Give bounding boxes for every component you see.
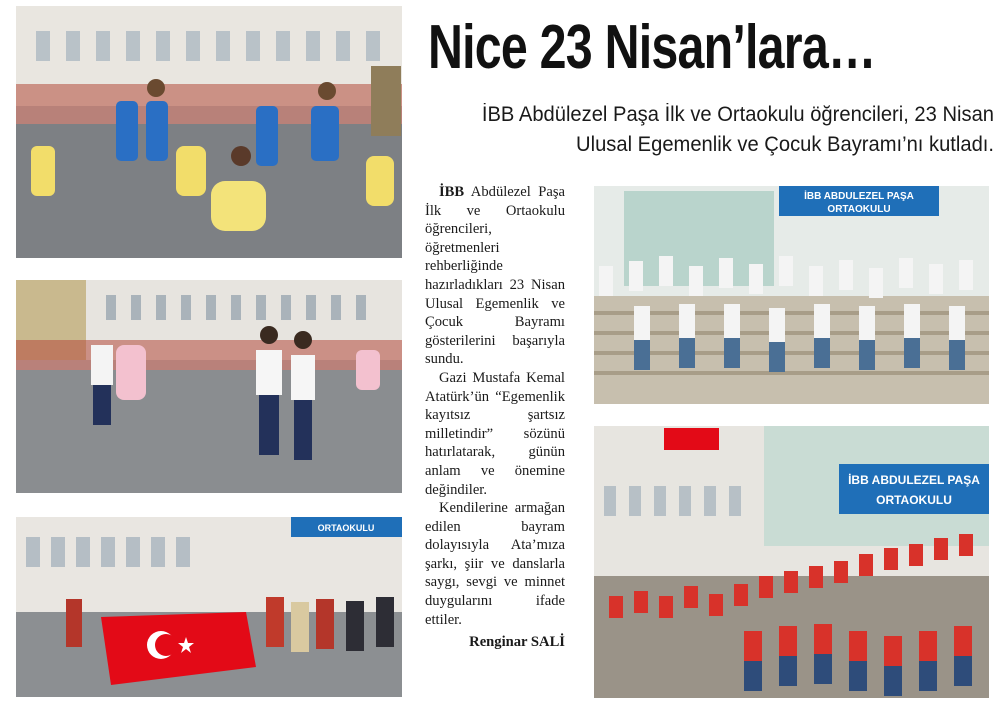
- article-body: [425, 183, 565, 652]
- article-paragraph-2: Gazi Mustafa Kemal Atatürk’ün “Egemenlik kayıtsız şartsız milletindir” sözünü hatırlatarak, günün anlam ve önemine değindiler.: [425, 369, 565, 498]
- photo-students-on-steps: [594, 186, 989, 404]
- photo-students-red-shirts: [594, 426, 989, 698]
- school-sign-line1: İBB ABDULEZEL PAŞA: [804, 191, 914, 202]
- headline: Nice 23 Nisan’lara…: [428, 13, 876, 82]
- school-sign-red-line2: ORTAOKULU: [876, 493, 952, 507]
- school-sign-red-line1: İBB ABDULEZEL PAŞA: [848, 473, 980, 487]
- school-sign-line2: ORTAOKULU: [827, 204, 891, 215]
- article-paragraph-3: Kendilerine armağan edilen bayram dolayısıyla Ata’mıza şarkı, şiir ve danslarla saygı, sevgi ve minnet duygularını ifade ettiler.: [425, 500, 565, 628]
- subheadline: İBB Abdülezel Paşa İlk ve Ortaokulu öğrencileri, 23 Nisan Ulusal Egemenlik ve Çocuk Bayramı’nı kutladı.: [481, 103, 994, 156]
- article-paragraph-1: [425, 183, 565, 369]
- photo-children-dancing: [16, 6, 402, 258]
- paragraph-1-text: Abdülezel Paşa İlk ve Ortaokulu öğrencileri, öğretmenleri rehberliğinde hazırladıkları 23 Nisan Ulusal Egemenlik ve Çocuk Bayramı gösterilerini başarıyla sundu.: [425, 184, 565, 368]
- school-sign-small: ORTAOKULU: [317, 523, 375, 533]
- author-byline: Renginar SALİ: [469, 634, 565, 651]
- lead-word: İBB: [439, 184, 465, 200]
- photo-children-white-shirts: [16, 280, 402, 493]
- photo-turkish-flag-parade: [16, 517, 402, 697]
